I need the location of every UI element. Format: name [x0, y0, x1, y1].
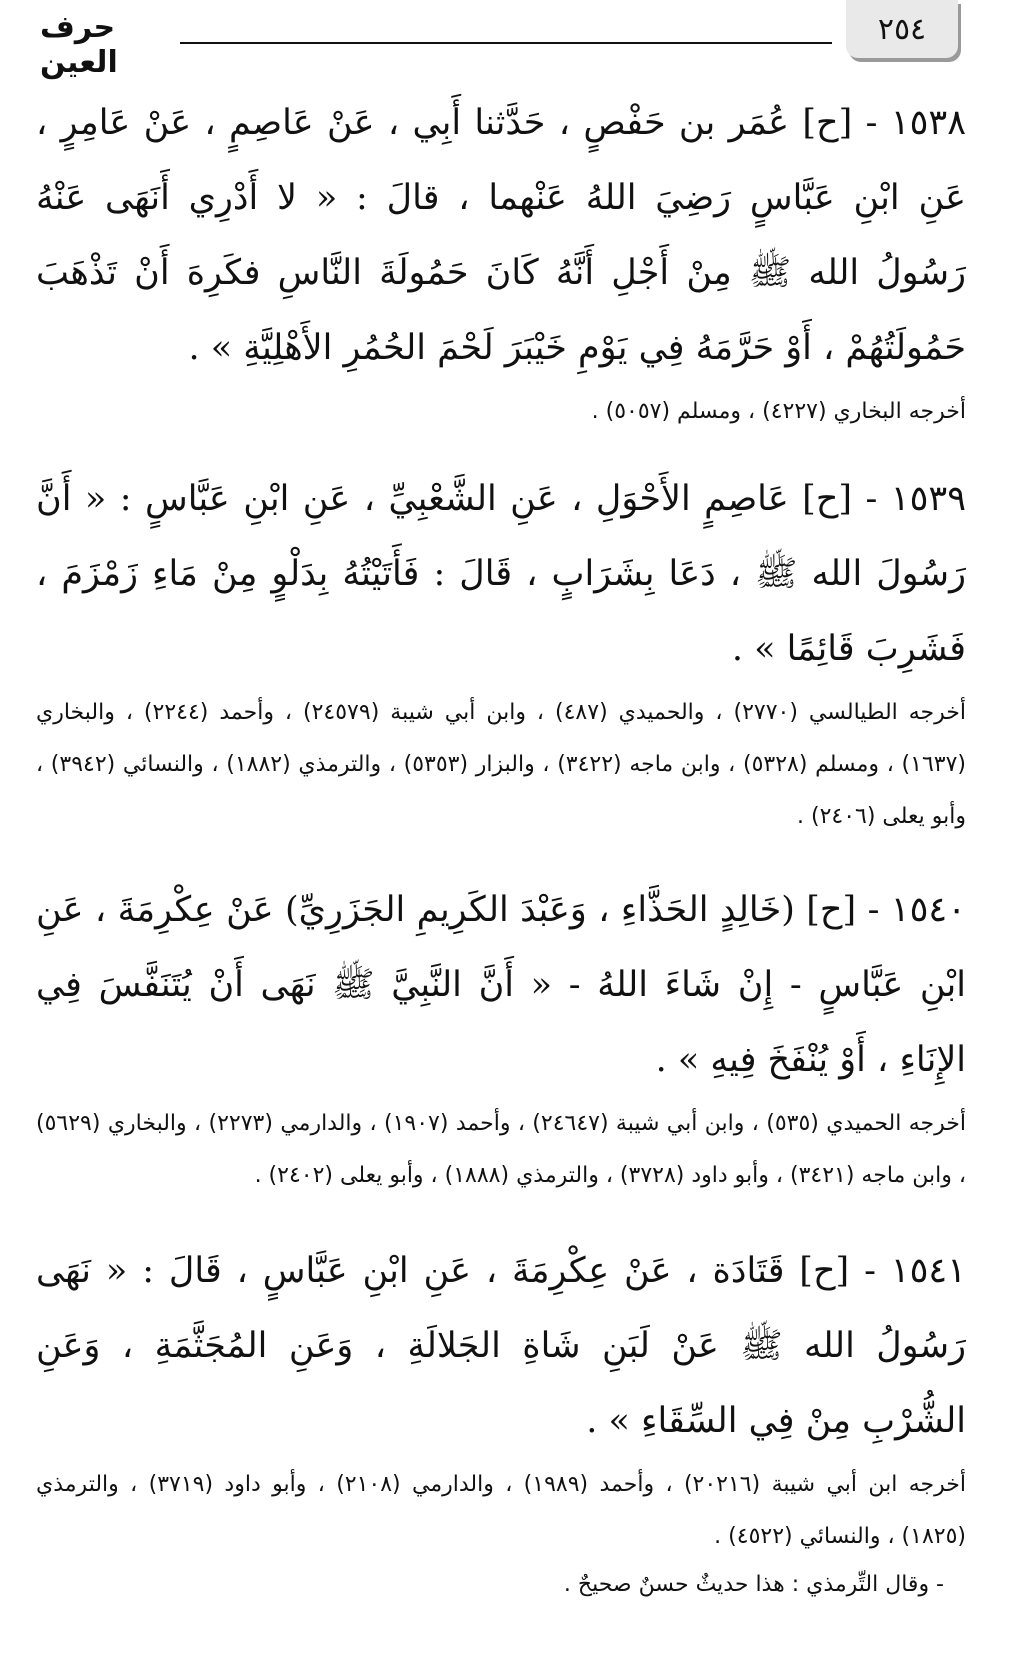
hadith-text: ١٥٤١ - [ح] قَتَادَة ، عَنْ عِكْرِمَةَ ، عَنِ ابْنِ عَبَّاسٍ ، قَالَ : « نَهَى رَسُولُ الله ﷺ عَنْ لَبَنِ شَاةِ الجَلالَةِ ، وَعَنِ المُجَثَّمَةِ ، وَعَنِ الشُّرْبِ مِنْ فِي السِّقَاءِ » . [36, 1251, 966, 1441]
header-rule [180, 42, 832, 44]
tirmidhi-note: - وقال التِّرمذي : هذا حديثٌ حسنٌ صحيحٌ . [563, 1572, 944, 1597]
hadith-1540 [36, 873, 966, 1202]
hadith-references: أخرجه البخاري (٤٢٢٧) ، ومسلم (٥٠٥٧) . [591, 399, 966, 424]
hadith-references: أخرجه الطيالسي (٢٧٧٠) ، والحميدي (٤٨٧) ، وابن أبي شيبة (٢٤٥٧٩) ، وأحمد (٢٢٤٤) ، والبخاري (١٦٣٧) ، ومسلم (٥٣٢٨) ، وابن ماجه (٣٤٢٢) ، والبزار (٥٣٥٣) ، والترمذي (١٨٨٢) ، والنسائي (٣٩٤٢) ، وأبو يعلى (٢٤٠٦) . [36, 700, 967, 829]
hadith-1539 [36, 462, 966, 843]
hadith-references: أخرجه الحميدي (٥٣٥) ، وابن أبي شيبة (٢٤٦٤٧) ، وأحمد (١٩٠٧) ، والدارمي (٢٢٧٣) ، والبخاري (٥٦٢٩) ، وابن ماجه (٣٤٢١) ، وأبو داود (٣٧٢٨) ، والترمذي (١٨٨٨) ، وأبو يعلى (٢٤٠٢) . [36, 1111, 966, 1188]
page-number: ٢٥٤ [846, 0, 958, 58]
chapter-title: حرف العين [40, 10, 118, 80]
page-header [0, 0, 1010, 80]
hadith-references: أخرجه ابن أبي شيبة (٢٠٢١٦) ، وأحمد (١٩٨٩) ، والدارمي (٢١٠٨) ، وأبو داود (٣٧١٩) ، والترمذي (١٨٢٥) ، والنسائي (٤٥٢٢) . [36, 1472, 966, 1549]
hadith-1541 [36, 1234, 966, 1607]
hadith-text: ١٥٤٠ - [ح] (خَالِدٍ الحَذَّاءِ ، وَعَبْدَ الكَرِيمِ الجَزَرِيِّ) عَنْ عِكْرِمَةَ ، عَنِ ابْنِ عَبَّاسٍ - إِنْ شَاءَ اللهُ - « أَنَّ النَّبِيَّ ﷺ نَهَى أَنْ يُتَنَفَّسَ فِي الإِنَاءِ ، أَوْ يُنْفَخَ فِيهِ » . [36, 890, 966, 1080]
hadith-1538 [36, 86, 966, 438]
page-content [36, 80, 966, 1629]
hadith-text: ١٥٣٩ - [ح] عَاصِمٍ الأَحْوَلِ ، عَنِ الشَّعْبِيِّ ، عَنِ ابْنِ عَبَّاسٍ : « أَنَّ رَسُولَ الله ﷺ ، دَعَا بِشَرَابٍ ، قَالَ : فَأَتَيْتُهُ بِدَلْوٍ مِنْ مَاءِ زَمْزَمَ ، فَشَرِبَ قَائِمًا » . [36, 479, 966, 669]
hadith-text: ١٥٣٨ - [ح] عُمَر بن حَفْصٍ ، حَدَّثنا أَبِي ، عَنْ عَاصِمٍ ، عَنْ عَامِرٍ ، عَنِ ابْنِ عَبَّاسٍ رَضِيَ اللهُ عَنْهما ، قالَ : « لا أَدْرِي أَنَهَى عَنْهُ رَسُولُ الله ﷺ مِنْ أَجْلِ أَنَّهُ كَانَ حَمُولَةَ النَّاسِ فكَرِهَ أَنْ تَذْهَبَ حَمُولَتُهُمْ ، أَوْ حَرَّمَهُ فِي يَوْمِ خَيْبَرَ لَحْمَ الحُمُرِ الأَهْلِيَّةِ » . [36, 103, 966, 368]
